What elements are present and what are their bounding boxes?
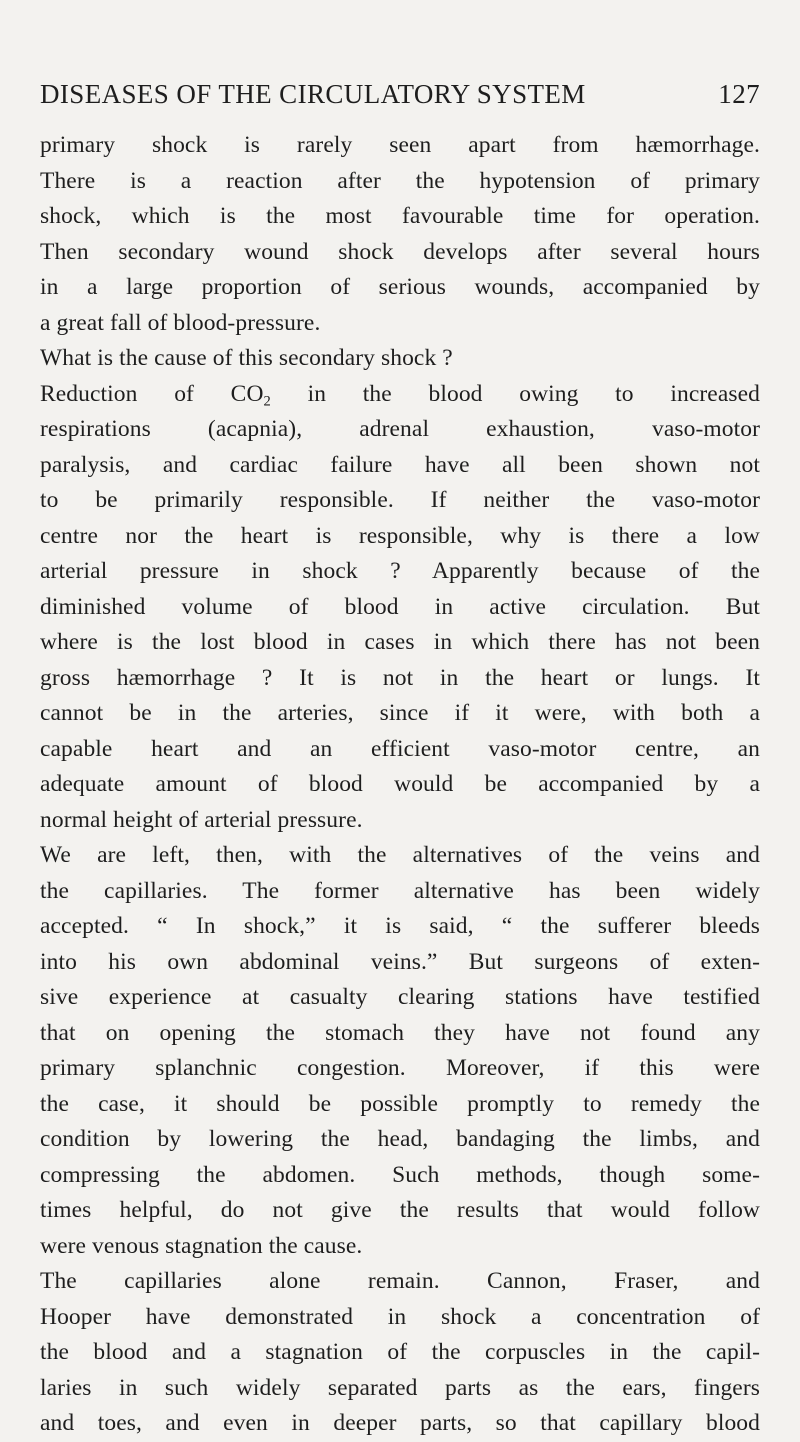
text-line: cannot be in the arteries, since if it were, with both a: [40, 700, 760, 726]
running-title: DISEASES OF THE CIRCULATORY SYSTEM: [40, 79, 586, 109]
text-line: There is a reaction after the hypotension of primary: [40, 167, 760, 194]
text-line: What is the cause of this secondary shock ?: [40, 345, 453, 371]
text-line: the capillaries. The former alternative has been widely: [40, 877, 760, 904]
text-line: diminished volume of blood in active circulation. But: [40, 593, 760, 620]
text-line: the blood and a stagnation of the corpuscles in the capil-: [40, 1339, 760, 1365]
text-line: Hooper have demonstrated in shock a concentration of: [40, 1303, 760, 1330]
text-line: Then secondary wound shock develops after several hours: [40, 238, 760, 265]
text-line: arterial pressure in shock ? Apparently because of the: [40, 558, 760, 584]
formula-prefix: Reduction of CO: [40, 380, 264, 407]
text-line: gross hæmorrhage ? It is not in the heart or lungs. It: [40, 664, 760, 691]
text-line: and toes, and even in deeper parts, so that capillary blood: [40, 1410, 760, 1436]
text-line: times helpful, do not give the results that would follow: [40, 1197, 760, 1223]
text-line: normal height of arterial pressure.: [40, 806, 363, 833]
text-line: The capillaries alone remain. Cannon, Fraser, and: [40, 1268, 760, 1294]
body-text: [40, 128, 760, 1442]
text-line: a great fall of blood-pressure.: [40, 309, 321, 336]
text-line: were venous stagnation the cause.: [40, 1232, 363, 1259]
formula-suffix: in the blood owing to increased: [307, 380, 760, 407]
text-line: sive experience at casualty clearing stations have testified: [40, 984, 760, 1010]
page-number: 127: [718, 79, 760, 109]
page-header: [40, 74, 760, 114]
text-line: accepted. “ In shock,” it is said, “ the sufferer bleeds: [40, 913, 760, 939]
text-line: primary shock is rarely seen apart from hæmorrhage.: [40, 132, 760, 158]
text-line: into his own abdominal veins.” But surgeons of exten-: [40, 948, 760, 975]
text-line: We are left, then, with the alternatives of the veins and: [40, 842, 760, 868]
text-line: where is the lost blood in cases in which there has not been: [40, 629, 760, 655]
text-line: to be primarily responsible. If neither the vaso-motor: [40, 487, 760, 513]
text-line: compressing the abdomen. Such methods, though some-: [40, 1161, 760, 1188]
text-line-formula: [40, 377, 760, 413]
text-line: laries in such widely separated parts as the ears, fingers: [40, 1374, 760, 1401]
formula-subscript: 2: [263, 392, 271, 409]
text-line: condition by lowering the head, bandaging the limbs, and: [40, 1126, 760, 1152]
text-line: shock, which is the most favourable time for operation.: [40, 203, 760, 229]
text-line: paralysis, and cardiac failure have all been shown not: [40, 451, 760, 478]
text-line: centre nor the heart is responsible, why is there a low: [40, 522, 760, 549]
text-line: respirations (acapnia), adrenal exhaustion, vaso-motor: [40, 416, 760, 442]
text-line: capable heart and an efficient vaso-motor centre, an: [40, 735, 760, 762]
text-line: adequate amount of blood would be accompanied by a: [40, 771, 760, 797]
text-line: in a large proportion of serious wounds, accompanied by: [40, 274, 760, 300]
text-line: primary splanchnic congestion. Moreover, if this were: [40, 1055, 760, 1081]
text-line: that on opening the stomach they have not found any: [40, 1019, 760, 1046]
text-line: the case, it should be possible promptly to remedy the: [40, 1090, 760, 1117]
